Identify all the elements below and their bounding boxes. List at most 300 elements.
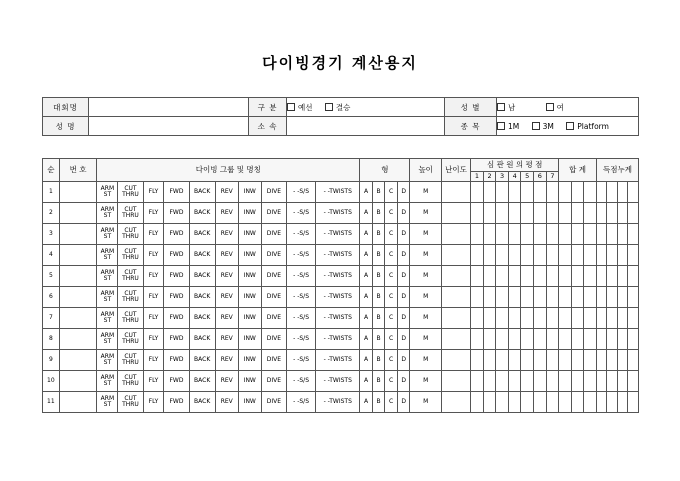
difficulty-cell[interactable]: [441, 266, 470, 287]
group-fwd[interactable]: FWD: [164, 266, 189, 287]
position-option[interactable]: B: [372, 224, 385, 245]
total-cell[interactable]: [584, 245, 597, 266]
total-cell[interactable]: [584, 371, 597, 392]
position-option[interactable]: A: [360, 371, 373, 392]
group-twists[interactable]: - -TWISTS: [316, 329, 360, 350]
cumulative-cell[interactable]: [596, 245, 606, 266]
event-option-platform[interactable]: Platform: [566, 122, 609, 131]
group-armstand[interactable]: ARM ST: [97, 371, 118, 392]
group-ss[interactable]: - -S/S: [286, 203, 315, 224]
cumulative-cell[interactable]: [628, 182, 639, 203]
judge-score-cell[interactable]: [508, 224, 521, 245]
position-option[interactable]: D: [397, 308, 410, 329]
total-cell[interactable]: [571, 182, 584, 203]
height-cell[interactable]: M: [410, 371, 441, 392]
group-twists[interactable]: - -TWISTS: [316, 224, 360, 245]
judge-score-cell[interactable]: [534, 224, 547, 245]
group-twists[interactable]: - -TWISTS: [316, 392, 360, 413]
group-dive[interactable]: DIVE: [261, 203, 286, 224]
group-twists[interactable]: - -TWISTS: [316, 266, 360, 287]
group-rev[interactable]: REV: [215, 371, 238, 392]
cumulative-cell[interactable]: [617, 182, 627, 203]
group-inw[interactable]: INW: [238, 266, 261, 287]
total-cell[interactable]: [584, 203, 597, 224]
group-rev[interactable]: REV: [215, 308, 238, 329]
judge-score-cell[interactable]: [508, 266, 521, 287]
judge-score-cell[interactable]: [546, 308, 559, 329]
total-cell[interactable]: [584, 329, 597, 350]
gender-option-female[interactable]: 여: [546, 103, 564, 112]
group-dive[interactable]: DIVE: [261, 245, 286, 266]
judge-score-cell[interactable]: [496, 266, 509, 287]
judge-score-cell[interactable]: [496, 203, 509, 224]
position-option[interactable]: D: [397, 245, 410, 266]
cumulative-cell[interactable]: [628, 266, 639, 287]
judge-score-cell[interactable]: [471, 371, 484, 392]
group-rev[interactable]: REV: [215, 182, 238, 203]
cumulative-cell[interactable]: [628, 329, 639, 350]
position-option[interactable]: D: [397, 392, 410, 413]
group-ss[interactable]: - -S/S: [286, 224, 315, 245]
group-fwd[interactable]: FWD: [164, 287, 189, 308]
judge-score-cell[interactable]: [483, 266, 496, 287]
position-option[interactable]: B: [372, 182, 385, 203]
position-option[interactable]: D: [397, 350, 410, 371]
number-cell[interactable]: [59, 329, 97, 350]
group-fly[interactable]: FLY: [143, 287, 164, 308]
number-cell[interactable]: [59, 203, 97, 224]
judge-score-cell[interactable]: [534, 392, 547, 413]
judge-score-cell[interactable]: [546, 329, 559, 350]
judge-score-cell[interactable]: [471, 203, 484, 224]
group-inw[interactable]: INW: [238, 182, 261, 203]
group-dive[interactable]: DIVE: [261, 392, 286, 413]
judge-score-cell[interactable]: [534, 203, 547, 224]
group-armstand[interactable]: ARM ST: [97, 224, 118, 245]
height-cell[interactable]: M: [410, 308, 441, 329]
judge-score-cell[interactable]: [521, 287, 534, 308]
judge-score-cell[interactable]: [521, 203, 534, 224]
group-back[interactable]: BACK: [189, 203, 215, 224]
total-cell[interactable]: [559, 266, 572, 287]
cumulative-cell[interactable]: [617, 266, 627, 287]
difficulty-cell[interactable]: [441, 224, 470, 245]
judge-score-cell[interactable]: [508, 392, 521, 413]
cumulative-cell[interactable]: [617, 224, 627, 245]
judge-score-cell[interactable]: [483, 371, 496, 392]
judge-score-cell[interactable]: [483, 245, 496, 266]
group-fwd[interactable]: FWD: [164, 308, 189, 329]
group-rev[interactable]: REV: [215, 392, 238, 413]
total-cell[interactable]: [571, 371, 584, 392]
difficulty-cell[interactable]: [441, 182, 470, 203]
event-option-1m[interactable]: 1M: [497, 122, 519, 131]
judge-score-cell[interactable]: [483, 392, 496, 413]
total-cell[interactable]: [584, 224, 597, 245]
total-cell[interactable]: [559, 392, 572, 413]
judge-score-cell[interactable]: [496, 350, 509, 371]
position-option[interactable]: C: [385, 308, 398, 329]
total-cell[interactable]: [559, 224, 572, 245]
judge-score-cell[interactable]: [521, 392, 534, 413]
height-cell[interactable]: M: [410, 182, 441, 203]
judge-score-cell[interactable]: [496, 371, 509, 392]
total-cell[interactable]: [559, 287, 572, 308]
number-cell[interactable]: [59, 392, 97, 413]
difficulty-cell[interactable]: [441, 392, 470, 413]
affiliation-field[interactable]: [287, 117, 445, 136]
group-armstand[interactable]: ARM ST: [97, 203, 118, 224]
position-option[interactable]: D: [397, 224, 410, 245]
position-option[interactable]: A: [360, 392, 373, 413]
total-cell[interactable]: [584, 350, 597, 371]
total-cell[interactable]: [559, 245, 572, 266]
height-cell[interactable]: M: [410, 287, 441, 308]
group-fly[interactable]: FLY: [143, 329, 164, 350]
group-ss[interactable]: - -S/S: [286, 392, 315, 413]
group-cutthru[interactable]: CUT THRU: [118, 266, 143, 287]
total-cell[interactable]: [559, 371, 572, 392]
cumulative-cell[interactable]: [596, 308, 606, 329]
position-option[interactable]: A: [360, 266, 373, 287]
group-dive[interactable]: DIVE: [261, 308, 286, 329]
judge-score-cell[interactable]: [534, 371, 547, 392]
cumulative-cell[interactable]: [628, 287, 639, 308]
judge-score-cell[interactable]: [483, 182, 496, 203]
height-cell[interactable]: M: [410, 392, 441, 413]
number-cell[interactable]: [59, 350, 97, 371]
position-option[interactable]: A: [360, 329, 373, 350]
position-option[interactable]: D: [397, 371, 410, 392]
group-ss[interactable]: - -S/S: [286, 350, 315, 371]
group-inw[interactable]: INW: [238, 245, 261, 266]
judge-score-cell[interactable]: [508, 203, 521, 224]
group-twists[interactable]: - -TWISTS: [316, 203, 360, 224]
group-ss[interactable]: - -S/S: [286, 308, 315, 329]
total-cell[interactable]: [559, 182, 572, 203]
difficulty-cell[interactable]: [441, 245, 470, 266]
group-back[interactable]: BACK: [189, 371, 215, 392]
difficulty-cell[interactable]: [441, 287, 470, 308]
total-cell[interactable]: [584, 287, 597, 308]
group-cutthru[interactable]: CUT THRU: [118, 392, 143, 413]
judge-score-cell[interactable]: [483, 287, 496, 308]
group-cutthru[interactable]: CUT THRU: [118, 329, 143, 350]
group-back[interactable]: BACK: [189, 350, 215, 371]
judge-score-cell[interactable]: [534, 182, 547, 203]
judge-score-cell[interactable]: [546, 371, 559, 392]
cumulative-cell[interactable]: [607, 350, 617, 371]
position-option[interactable]: D: [397, 329, 410, 350]
judge-score-cell[interactable]: [496, 224, 509, 245]
group-dive[interactable]: DIVE: [261, 266, 286, 287]
judge-score-cell[interactable]: [483, 329, 496, 350]
group-fly[interactable]: FLY: [143, 392, 164, 413]
group-back[interactable]: BACK: [189, 308, 215, 329]
judge-score-cell[interactable]: [521, 371, 534, 392]
group-cutthru[interactable]: CUT THRU: [118, 224, 143, 245]
height-cell[interactable]: M: [410, 266, 441, 287]
group-fly[interactable]: FLY: [143, 182, 164, 203]
cumulative-cell[interactable]: [596, 392, 606, 413]
position-option[interactable]: D: [397, 203, 410, 224]
judge-score-cell[interactable]: [534, 329, 547, 350]
position-option[interactable]: B: [372, 203, 385, 224]
position-option[interactable]: B: [372, 392, 385, 413]
position-option[interactable]: B: [372, 308, 385, 329]
position-option[interactable]: C: [385, 266, 398, 287]
judge-score-cell[interactable]: [534, 245, 547, 266]
group-twists[interactable]: - -TWISTS: [316, 350, 360, 371]
judge-score-cell[interactable]: [496, 329, 509, 350]
position-option[interactable]: C: [385, 224, 398, 245]
cumulative-cell[interactable]: [607, 287, 617, 308]
total-cell[interactable]: [559, 350, 572, 371]
judge-score-cell[interactable]: [521, 224, 534, 245]
judge-score-cell[interactable]: [483, 224, 496, 245]
group-back[interactable]: BACK: [189, 287, 215, 308]
judge-score-cell[interactable]: [471, 266, 484, 287]
position-option[interactable]: B: [372, 245, 385, 266]
judge-score-cell[interactable]: [521, 350, 534, 371]
group-inw[interactable]: INW: [238, 371, 261, 392]
judge-score-cell[interactable]: [546, 266, 559, 287]
cumulative-cell[interactable]: [617, 329, 627, 350]
group-twists[interactable]: - -TWISTS: [316, 245, 360, 266]
group-cutthru[interactable]: CUT THRU: [118, 182, 143, 203]
group-inw[interactable]: INW: [238, 224, 261, 245]
group-fwd[interactable]: FWD: [164, 392, 189, 413]
position-option[interactable]: A: [360, 203, 373, 224]
height-cell[interactable]: M: [410, 350, 441, 371]
judge-score-cell[interactable]: [496, 392, 509, 413]
total-cell[interactable]: [584, 266, 597, 287]
judge-score-cell[interactable]: [496, 245, 509, 266]
judge-score-cell[interactable]: [534, 308, 547, 329]
position-option[interactable]: D: [397, 266, 410, 287]
judge-score-cell[interactable]: [508, 371, 521, 392]
position-option[interactable]: C: [385, 182, 398, 203]
total-cell[interactable]: [559, 329, 572, 350]
judge-score-cell[interactable]: [521, 329, 534, 350]
total-cell[interactable]: [559, 203, 572, 224]
position-option[interactable]: A: [360, 245, 373, 266]
cumulative-cell[interactable]: [617, 371, 627, 392]
group-inw[interactable]: INW: [238, 329, 261, 350]
position-option[interactable]: B: [372, 371, 385, 392]
group-cutthru[interactable]: CUT THRU: [118, 371, 143, 392]
group-back[interactable]: BACK: [189, 182, 215, 203]
judge-score-cell[interactable]: [508, 329, 521, 350]
judge-score-cell[interactable]: [546, 224, 559, 245]
cumulative-cell[interactable]: [617, 392, 627, 413]
judge-score-cell[interactable]: [483, 203, 496, 224]
total-cell[interactable]: [559, 308, 572, 329]
group-dive[interactable]: DIVE: [261, 350, 286, 371]
judge-score-cell[interactable]: [471, 392, 484, 413]
group-fwd[interactable]: FWD: [164, 371, 189, 392]
judge-score-cell[interactable]: [534, 266, 547, 287]
position-option[interactable]: C: [385, 203, 398, 224]
cumulative-cell[interactable]: [607, 182, 617, 203]
group-twists[interactable]: - -TWISTS: [316, 287, 360, 308]
group-rev[interactable]: REV: [215, 287, 238, 308]
group-twists[interactable]: - -TWISTS: [316, 182, 360, 203]
cumulative-cell[interactable]: [607, 329, 617, 350]
group-fly[interactable]: FLY: [143, 308, 164, 329]
group-dive[interactable]: DIVE: [261, 224, 286, 245]
group-fwd[interactable]: FWD: [164, 224, 189, 245]
group-cutthru[interactable]: CUT THRU: [118, 350, 143, 371]
group-ss[interactable]: - -S/S: [286, 182, 315, 203]
group-fwd[interactable]: FWD: [164, 203, 189, 224]
judge-score-cell[interactable]: [521, 308, 534, 329]
group-armstand[interactable]: ARM ST: [97, 287, 118, 308]
group-fly[interactable]: FLY: [143, 350, 164, 371]
group-fly[interactable]: FLY: [143, 203, 164, 224]
total-cell[interactable]: [571, 203, 584, 224]
group-rev[interactable]: REV: [215, 245, 238, 266]
group-fly[interactable]: FLY: [143, 245, 164, 266]
group-inw[interactable]: INW: [238, 392, 261, 413]
group-twists[interactable]: - -TWISTS: [316, 308, 360, 329]
judge-score-cell[interactable]: [471, 308, 484, 329]
total-cell[interactable]: [571, 224, 584, 245]
position-option[interactable]: C: [385, 287, 398, 308]
difficulty-cell[interactable]: [441, 203, 470, 224]
group-rev[interactable]: REV: [215, 203, 238, 224]
judge-score-cell[interactable]: [471, 182, 484, 203]
cumulative-cell[interactable]: [617, 308, 627, 329]
cumulative-cell[interactable]: [617, 203, 627, 224]
position-option[interactable]: C: [385, 371, 398, 392]
group-armstand[interactable]: ARM ST: [97, 182, 118, 203]
judge-score-cell[interactable]: [521, 266, 534, 287]
total-cell[interactable]: [571, 245, 584, 266]
cumulative-cell[interactable]: [628, 350, 639, 371]
judge-score-cell[interactable]: [534, 287, 547, 308]
group-ss[interactable]: - -S/S: [286, 371, 315, 392]
group-inw[interactable]: INW: [238, 350, 261, 371]
judge-score-cell[interactable]: [471, 224, 484, 245]
judge-score-cell[interactable]: [521, 182, 534, 203]
group-rev[interactable]: REV: [215, 350, 238, 371]
judge-score-cell[interactable]: [483, 350, 496, 371]
position-option[interactable]: A: [360, 224, 373, 245]
group-cutthru[interactable]: CUT THRU: [118, 287, 143, 308]
group-armstand[interactable]: ARM ST: [97, 329, 118, 350]
judge-score-cell[interactable]: [508, 245, 521, 266]
group-armstand[interactable]: ARM ST: [97, 266, 118, 287]
position-option[interactable]: C: [385, 245, 398, 266]
number-cell[interactable]: [59, 245, 97, 266]
group-rev[interactable]: REV: [215, 224, 238, 245]
position-option[interactable]: B: [372, 266, 385, 287]
judge-score-cell[interactable]: [546, 392, 559, 413]
cumulative-cell[interactable]: [596, 266, 606, 287]
cumulative-cell[interactable]: [596, 287, 606, 308]
group-fwd[interactable]: FWD: [164, 182, 189, 203]
difficulty-cell[interactable]: [441, 308, 470, 329]
group-inw[interactable]: INW: [238, 308, 261, 329]
group-inw[interactable]: INW: [238, 287, 261, 308]
position-option[interactable]: B: [372, 329, 385, 350]
group-cutthru[interactable]: CUT THRU: [118, 245, 143, 266]
cumulative-cell[interactable]: [607, 245, 617, 266]
cumulative-cell[interactable]: [596, 371, 606, 392]
cumulative-cell[interactable]: [596, 350, 606, 371]
name-field[interactable]: [89, 117, 249, 136]
group-rev[interactable]: REV: [215, 329, 238, 350]
position-option[interactable]: A: [360, 308, 373, 329]
position-option[interactable]: C: [385, 329, 398, 350]
group-ss[interactable]: - -S/S: [286, 245, 315, 266]
cumulative-cell[interactable]: [628, 203, 639, 224]
position-option[interactable]: D: [397, 182, 410, 203]
total-cell[interactable]: [571, 392, 584, 413]
cumulative-cell[interactable]: [617, 350, 627, 371]
cumulative-cell[interactable]: [617, 287, 627, 308]
number-cell[interactable]: [59, 182, 97, 203]
judge-score-cell[interactable]: [546, 182, 559, 203]
judge-score-cell[interactable]: [546, 245, 559, 266]
group-back[interactable]: BACK: [189, 224, 215, 245]
total-cell[interactable]: [571, 329, 584, 350]
total-cell[interactable]: [571, 308, 584, 329]
judge-score-cell[interactable]: [508, 287, 521, 308]
group-dive[interactable]: DIVE: [261, 329, 286, 350]
gender-option-male[interactable]: 남: [497, 103, 515, 112]
group-back[interactable]: BACK: [189, 392, 215, 413]
group-fwd[interactable]: FWD: [164, 245, 189, 266]
position-option[interactable]: A: [360, 182, 373, 203]
group-fwd[interactable]: FWD: [164, 350, 189, 371]
position-option[interactable]: B: [372, 287, 385, 308]
judge-score-cell[interactable]: [546, 287, 559, 308]
difficulty-cell[interactable]: [441, 371, 470, 392]
cumulative-cell[interactable]: [596, 203, 606, 224]
group-fwd[interactable]: FWD: [164, 329, 189, 350]
group-armstand[interactable]: ARM ST: [97, 392, 118, 413]
division-option-prelim[interactable]: 예선: [287, 103, 313, 112]
division-option-final[interactable]: 결승: [325, 103, 351, 112]
group-armstand[interactable]: ARM ST: [97, 350, 118, 371]
group-ss[interactable]: - -S/S: [286, 329, 315, 350]
group-back[interactable]: BACK: [189, 245, 215, 266]
cumulative-cell[interactable]: [607, 224, 617, 245]
judge-score-cell[interactable]: [534, 350, 547, 371]
cumulative-cell[interactable]: [628, 224, 639, 245]
judge-score-cell[interactable]: [496, 287, 509, 308]
total-cell[interactable]: [584, 182, 597, 203]
height-cell[interactable]: M: [410, 224, 441, 245]
cumulative-cell[interactable]: [607, 266, 617, 287]
judge-score-cell[interactable]: [521, 245, 534, 266]
height-cell[interactable]: M: [410, 329, 441, 350]
group-armstand[interactable]: ARM ST: [97, 245, 118, 266]
judge-score-cell[interactable]: [508, 182, 521, 203]
group-fly[interactable]: FLY: [143, 224, 164, 245]
number-cell[interactable]: [59, 266, 97, 287]
group-inw[interactable]: INW: [238, 203, 261, 224]
group-ss[interactable]: - -S/S: [286, 266, 315, 287]
cumulative-cell[interactable]: [596, 224, 606, 245]
number-cell[interactable]: [59, 224, 97, 245]
judge-score-cell[interactable]: [496, 182, 509, 203]
total-cell[interactable]: [584, 392, 597, 413]
cumulative-cell[interactable]: [628, 392, 639, 413]
judge-score-cell[interactable]: [471, 329, 484, 350]
